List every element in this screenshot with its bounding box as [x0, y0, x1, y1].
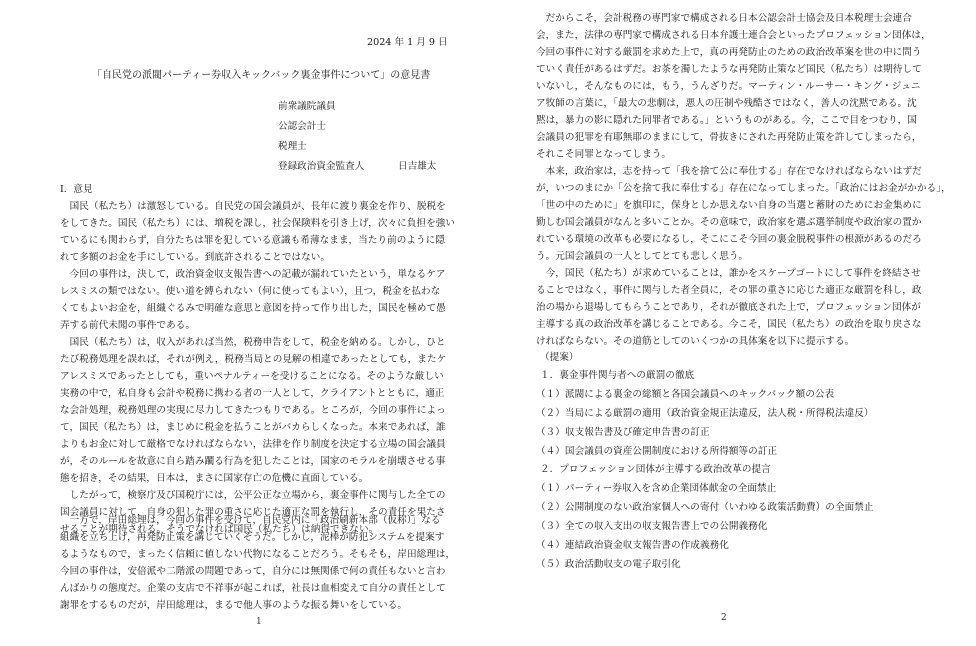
text-line: 今，国民（私たち）が求めていることは，誰かをスケープゴートにして事件を終結させ: [536, 268, 921, 279]
text-line: 今回の事件は，決して，政治資金収支報告書への記載が漏れていたという，単なるケア: [60, 269, 446, 280]
section-heading-penalties: １．裏金事件関与者への厳罰の徹底: [540, 370, 695, 381]
signature-role: 登録政治資金監査人: [278, 161, 365, 172]
text-line: が，そのルールを故意に自ら踏み躙る行為を犯したことは，国家のモラルを崩壊させる事: [60, 456, 446, 467]
list-item: （１）パーティー券収入を含め企業団体献金の全面禁止: [536, 483, 777, 494]
text-line: 会，また，法律の専門家で構成される日本弁護士連合会といったプロフェッション団体は，: [536, 30, 931, 41]
text-line: 国会議員に対して，自身の犯した罪の重さに応じた適正な罰を執行し，その責任を果たさ: [60, 507, 446, 518]
text-line: したがって，検察庁及び国税庁には，公平公正な立場から，裏金事件に関与した全ての: [60, 490, 446, 501]
document-title: 「自民党の派閥パーティー券収入キックバック裏金事件について」の意見書: [92, 70, 431, 81]
text-line: レスミスの類ではない。使い道を縛られない（何に使ってもよい），且つ，税金を払わな: [60, 286, 441, 297]
text-line: ているにも関わらず，自分たちは罪を犯している意識も希薄なまま，当たり前のように隠: [60, 235, 445, 246]
signature-role: 前衆議院議員: [278, 101, 336, 112]
text-line: をしてきた。国民（私たち）には、増税を課し，社会保険料を引き上げ，次々に負担を強い: [60, 218, 456, 229]
text-line: 一方で，岸田総理は，今回の事件を受けて，自民党内に「政治刷新本部（仮称）」なる: [60, 515, 441, 526]
text-line: が，いつのまにか「公を捨て我に奉仕する」存在になってしまった。「政治にはお金がかかる」，: [536, 183, 951, 194]
text-line: 「世の中のために」を旗印に，保身としか思えない自身の当選と蓄財のためにお金集めに: [536, 200, 922, 211]
list-item: （１）派閥による裏金の総額と各国会議員へのキックバック額の公表: [536, 389, 835, 400]
text-line: う。元国会議員の一人としてとても悲しく思う。: [536, 251, 749, 262]
text-line: それこそ同罪となってしまう。: [536, 149, 672, 160]
text-line: 黙は，暴力の影に隠れた同罪者である。」というものがある。今，ここで目をつむり，国: [536, 115, 917, 126]
text-line: 組織を立ち上げ，再発防止策を講じていくそうだ。しかし，泥棒が防犯システムを提案す: [60, 532, 445, 543]
text-line: な会計処理，税務処理の実現に尽力してきたつもりである。ところが，今回の事件によっ: [60, 405, 446, 416]
proposal-heading: （提案）: [540, 352, 579, 363]
text-line: ければならない。その道筋としてのいくつかの具体案を以下に提示する。: [536, 336, 855, 347]
text-line: 弄する前代未聞の事件である。: [60, 320, 196, 331]
text-line: だからこそ，会計税務の専門家で構成される日本公認会計士協会及日本税理士会連合: [536, 13, 912, 24]
text-line: 主導する真の政治改革を講じることである。今こそ，国民（私たち）の政治を取り戻さな: [536, 319, 922, 330]
text-line: 態を招き，その結果，日本は，まさに国家存亡の危機に直面している。: [60, 473, 369, 484]
text-line: るようなもので，まったく信頼に値しない代物になることだろう。そもそも，岸田総理は，: [60, 549, 456, 560]
section-heading-reform: ２．プロフェッション団体が主導する政治改革の提言: [540, 464, 771, 475]
list-item: （４）国会議員の資産公開制度における所得額等の訂正: [536, 446, 778, 457]
signature-role: 税理士: [278, 141, 307, 152]
text-line: て，国民（私たち）は，まじめに税金を払うことがバカらしくなった。本来であれば，誰: [60, 422, 446, 433]
text-line: 治の場から退場してもらうことであり，それが徹底された上で，プロフェッション団体が: [536, 302, 921, 313]
text-line: れている環境の改革も必要になるし，そこにこそ今回の裏金脱税事件の根源があるのだろ: [536, 234, 922, 245]
text-line: んばかりの態度だ。企業の支店で不祥事が起これば，社長は血相変えて自分の責任として: [60, 583, 446, 594]
text-line: 会議員の犯罪を有耶無耶のままにして，骨抜きにされた再発防止策を許してしまったら，: [536, 132, 922, 143]
text-line: アレスミスであったとしても，重いペナルティーを受けることになる。そのような厳しい: [60, 371, 444, 382]
text-line: よりもお金に対して厳格でなければならない，法律を作り制度を決定する立場の国会議員: [60, 439, 446, 450]
document-page-2: [488, 0, 976, 646]
section-heading-opinion: Ⅰ．意見: [60, 184, 93, 195]
page-number: 2: [721, 613, 727, 623]
text-line: ア牧師の言葉に，「最大の悲劇は，悪人の圧制や残酷さではなく，善人の沈黙である。沈: [536, 98, 917, 109]
text-line: 今回の事件は，安倍派や二階派の問題であって，自分には無関係で何の責任もないと言わ: [60, 566, 446, 577]
list-item: （３）全ての収入支出の収支報告書上での公開義務化: [536, 521, 768, 532]
text-line: いないし，そんなものには，もう，うんざりだ。マーティン・ルーサー・キング・ジュニ: [536, 81, 921, 92]
text-line: たび税務処理を誤れば，それが例え，税務当局との見解の相違であったとしても，またケ: [60, 354, 447, 365]
page-number: 1: [256, 617, 262, 627]
text-line: 国民（私たち）は激怒している。自民党の国会議員が、長年に渡り裏金を作り、脱税を: [60, 201, 446, 212]
text-line: 今回の事件に対する厳罰を求めた上で，真の再発防止のための政治改革案を世の中に問う: [536, 47, 922, 58]
text-line: れて多額のお金を手にしている。到底許されることではない。: [60, 252, 331, 263]
text-line: ることではなく，事件に関与した者全員に，その罪の重さに応じた適正な厳罰を科し，政: [536, 285, 922, 296]
text-line: 勤しむ国会議員がなんと多いことか。その意味で，政治家を選ぶ選挙制度や政治家の置か: [536, 217, 922, 228]
signature-name: 日吉雄太: [398, 161, 437, 172]
list-item: （５）政治活動収支の電子取引化: [536, 559, 681, 570]
text-line: せることが期待される。そうでなければ国民（私たち）は納得できない。: [60, 524, 379, 535]
list-item: （２）当局による厳罰の適用（政治資金規正法違反，法人税・所得税法違反）: [536, 408, 874, 419]
list-item: （３）収支報告書及び確定申告書の訂正: [536, 427, 710, 438]
text-line: 実務の中で，私自身も会計や税務に携わる者の一人として，クライアントとともに，適正: [60, 388, 445, 399]
text-line: 本来，政治家は，志を持って「我を捨て公に奉仕する」存在でなければならないはずだ: [536, 166, 922, 177]
text-line: くてもよいお金を，組織ぐるみで明確な意思と意図を持って作り出した，国民を極めて愚: [60, 303, 446, 314]
text-line: ていく責任があるはずだ。お茶を濁したような再発防止策など国民（私たち）は期待して: [536, 64, 922, 75]
signature-role: 公認会計士: [278, 121, 326, 132]
list-item: （２）公開制度のない政治家個人への寄付（いわゆる政策活動費）の全面禁止: [536, 502, 874, 513]
text-line: 国民（私たち）は，収入があれば当然，税務申告をして，税金を納める。しかし，ひと: [60, 337, 446, 348]
document-date: 2024 年 1 月 9 日: [367, 37, 448, 48]
text-line: 謝罪をするものだが，岸田総理は，まるで他人事のような振る舞いをしている。: [60, 600, 408, 611]
list-item: （４）連結政治資金収支報告書の作成義務化: [536, 540, 729, 551]
